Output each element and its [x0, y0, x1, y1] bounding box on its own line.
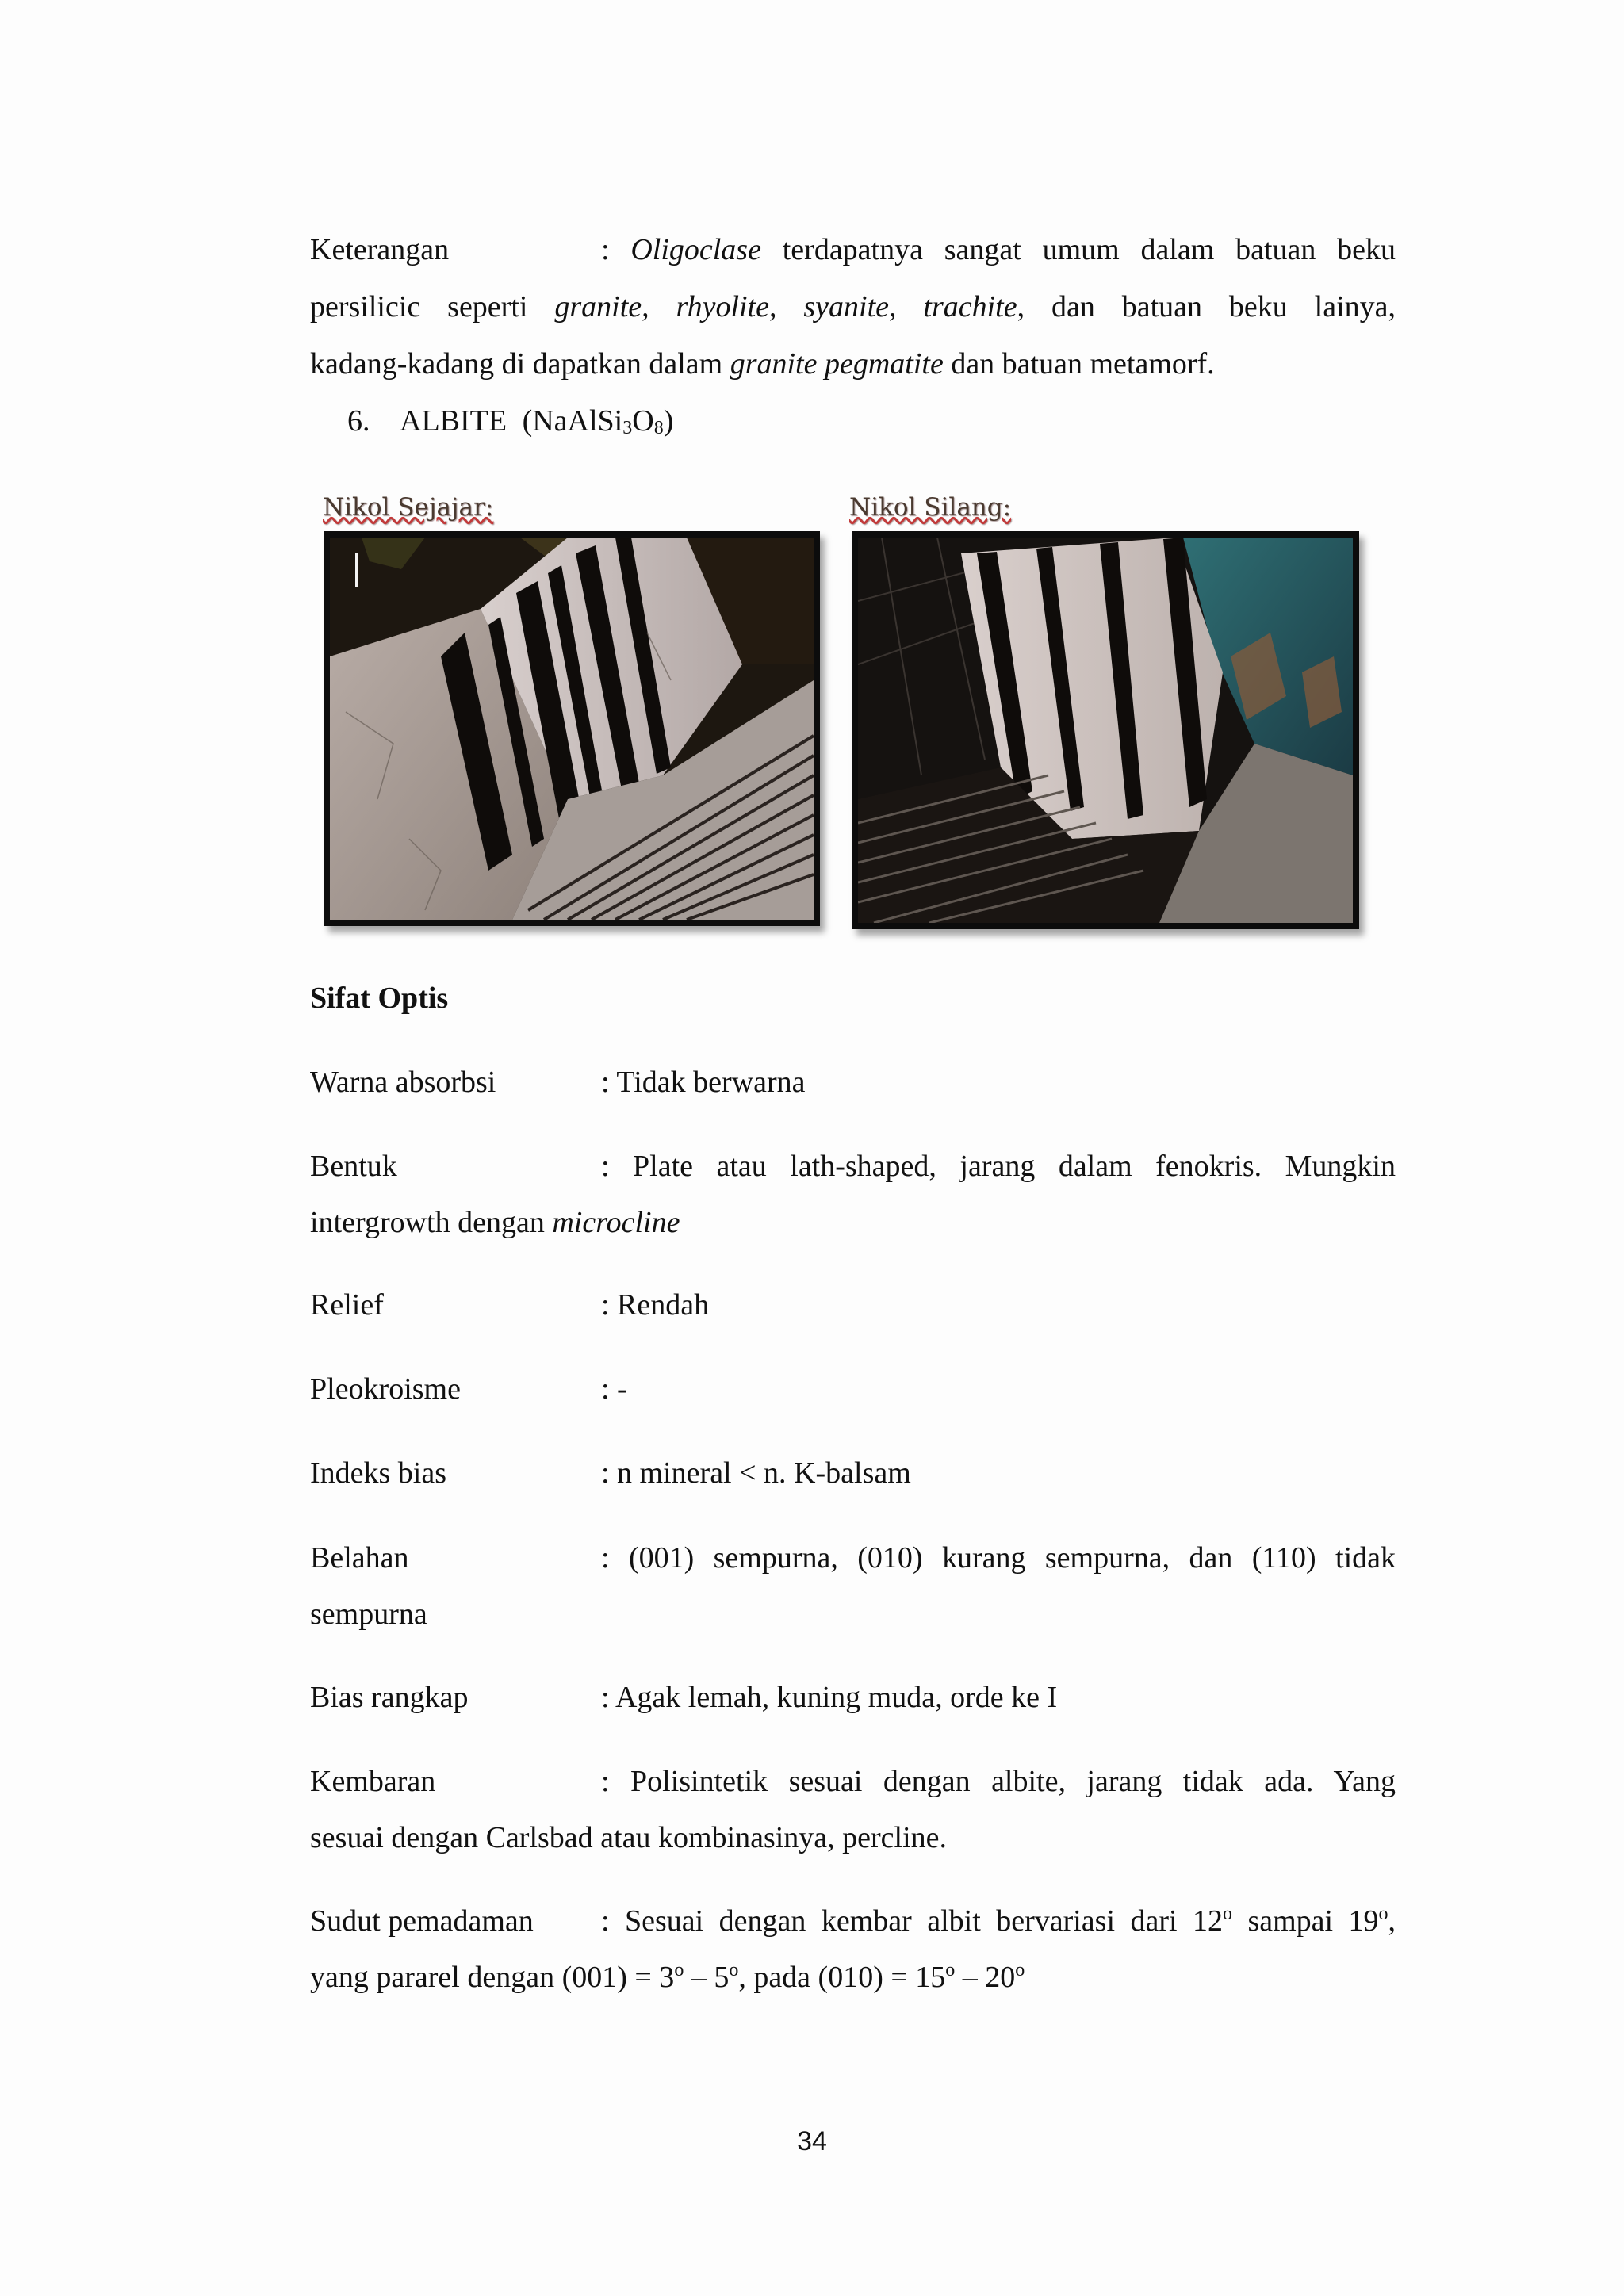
page-number: 34	[797, 2126, 827, 2156]
microcline-term: microcline	[552, 1206, 680, 1239]
section-number: 6.	[347, 404, 370, 438]
sifat-optis-heading: Sifat Optis	[310, 982, 449, 1015]
indeks-bias-value: : n mineral < n. K-balsam	[601, 1456, 911, 1490]
rock-list: granite, rhyolite, syanite, trachite	[554, 290, 1017, 323]
figure-label-right: Nikol Silang:	[849, 493, 1012, 522]
keterangan-label: Keterangan	[310, 233, 450, 266]
section-formula: $(NaAlSi_3O_8)$	[522, 404, 674, 438]
bias-rangkap-label: Bias rangkap	[310, 1681, 469, 1714]
belahan-label: Belahan	[310, 1541, 409, 1575]
belahan-continuation: sempurna	[310, 1598, 427, 1631]
keterangan-line-1: : Oligoclase terdapatnya sangat umum dalam batuan beku	[601, 233, 1396, 266]
oligoclase-term: Oligoclase	[630, 233, 761, 266]
belahan-value: : (001) sempurna, (010) kurang sempurna, dan (110) tidak	[601, 1541, 1396, 1575]
figure-label-left: Nikol Sejajar:	[323, 493, 494, 522]
sudut-pemadaman-value: : Sesuai dengan kembar albit bervariasi dari 12$^o$ sampai 19$^o$,	[601, 1904, 1396, 1938]
bentuk-continuation: intergrowth dengan microcline	[310, 1206, 680, 1239]
sudut-pemadaman-continuation: yang pararel dengan $(001) = 3^o - 5^o$, pada $(010) = 15^o - 20^o$	[310, 1960, 1025, 1994]
keterangan-line-3: kadang-kadang di dapatkan dalam granite pegmatite dan batuan metamorf.	[310, 347, 1215, 381]
indeks-bias-label: Indeks bias	[310, 1456, 447, 1490]
albite-photo-crossed-nicol	[852, 531, 1359, 929]
kembaran-value: : Polisintetik sesuai dengan albite, jarang tidak ada. Yang	[601, 1765, 1396, 1798]
albite-photo-parallel-nicol	[324, 531, 820, 926]
section-title: ALBITE	[400, 404, 508, 438]
relief-value: : Rendah	[601, 1288, 710, 1322]
bentuk-label: Bentuk	[310, 1150, 397, 1183]
pleokroisme-value: : -	[601, 1372, 627, 1406]
pleokroisme-label: Pleokroisme	[310, 1372, 461, 1406]
section-heading	[347, 403, 673, 446]
sudut-pemadaman-label: Sudut pemadaman	[310, 1904, 534, 1938]
keterangan-line-2: persilicic seperti granite, rhyolite, syanite, trachite, dan batuan beku lainya,	[310, 290, 1396, 323]
warna-label: Warna absorbsi	[310, 1066, 496, 1099]
granite-pegmatite-term: granite pegmatite	[730, 347, 944, 381]
bias-rangkap-value: : Agak lemah, kuning muda, orde ke I	[601, 1681, 1058, 1714]
albite-parallel-image	[330, 538, 814, 920]
bentuk-value: : Plate atau lath-shaped, jarang dalam fenokris. Mungkin	[601, 1150, 1396, 1183]
relief-label: Relief	[310, 1288, 384, 1322]
warna-value: : Tidak berwarna	[601, 1066, 806, 1099]
kembaran-continuation: sesuai dengan Carlsbad atau kombinasinya, percline.	[310, 1821, 948, 1854]
albite-crossed-image	[858, 538, 1353, 923]
kembaran-label: Kembaran	[310, 1765, 436, 1798]
